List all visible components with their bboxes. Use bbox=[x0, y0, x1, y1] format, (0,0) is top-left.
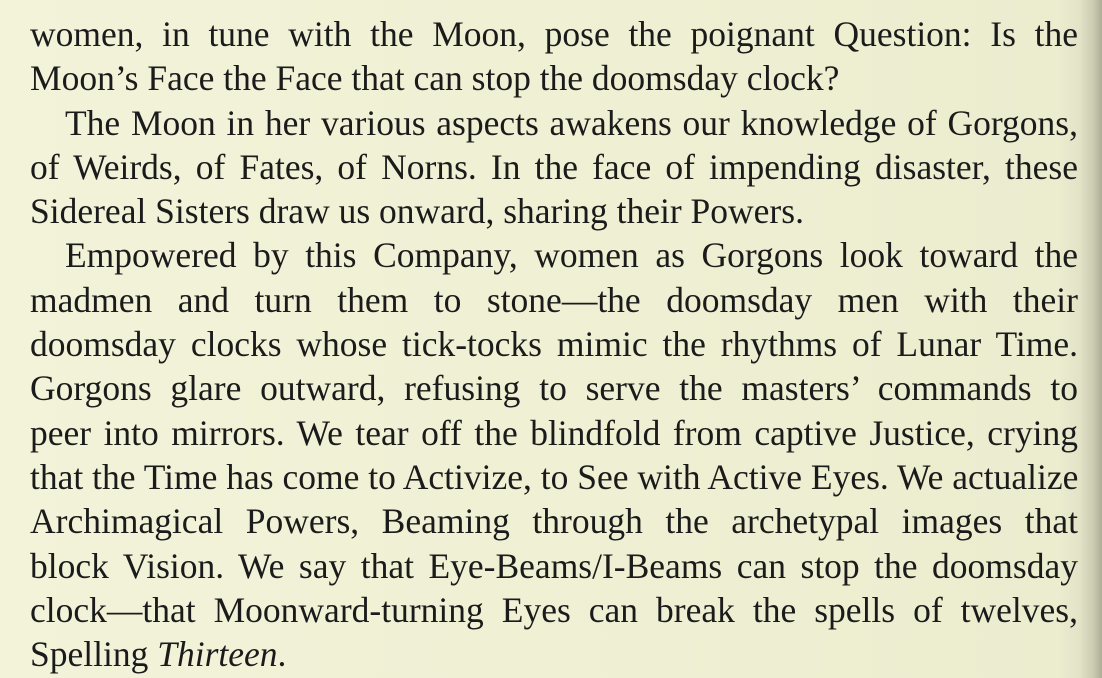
paragraph-2 bbox=[30, 101, 1078, 234]
text-line: peer into mirrors. We tear off the blindfold from captive Justice, crying bbox=[30, 412, 1078, 453]
page-edge-shadow bbox=[1080, 0, 1102, 678]
text-line: that the Time has come to Activize, to See with Active Eyes. We actualize bbox=[30, 456, 1079, 497]
final-period: . bbox=[277, 634, 287, 675]
page-text bbox=[30, 12, 1078, 676]
final-line bbox=[30, 632, 1078, 676]
text-line: block Vision. We say that Eye-Beams/I-Beams can stop the doomsday bbox=[30, 545, 1078, 586]
text-line: Empowered by this Company, women as Gorgons look toward the bbox=[65, 235, 1078, 276]
text-line: doomsday clocks whose tick-tocks mimic the rhythms of Lunar Time. bbox=[30, 324, 1078, 365]
italic-word: Thirteen bbox=[157, 634, 278, 675]
text-line: clock—that Moonward-turning Eyes can break the spells of twelves, bbox=[30, 589, 1078, 630]
text-line: Moon’s Face the Face that can stop the doomsday clock? bbox=[30, 58, 840, 99]
paragraph-1 bbox=[30, 12, 1078, 101]
text-line: Archimagical Powers, Beaming through the archetypal images that bbox=[30, 501, 1078, 542]
text-line: madmen and turn them to stone—the doomsday men with their bbox=[30, 279, 1078, 320]
final-line-text: Spelling bbox=[30, 634, 158, 675]
text-line: of Weirds, of Fates, of Norns. In the face of impending disaster, these bbox=[30, 146, 1078, 187]
text-line: women, in tune with the Moon, pose the poignant Question: Is the bbox=[30, 14, 1078, 54]
paragraph-3 bbox=[30, 233, 1078, 676]
text-line: Sidereal Sisters draw us onward, sharing their Powers. bbox=[30, 191, 804, 232]
text-line: The Moon in her various aspects awakens our knowledge of Gorgons, bbox=[65, 102, 1078, 143]
text-line: Gorgons glare outward, refusing to serve the masters’ commands to bbox=[30, 368, 1078, 409]
